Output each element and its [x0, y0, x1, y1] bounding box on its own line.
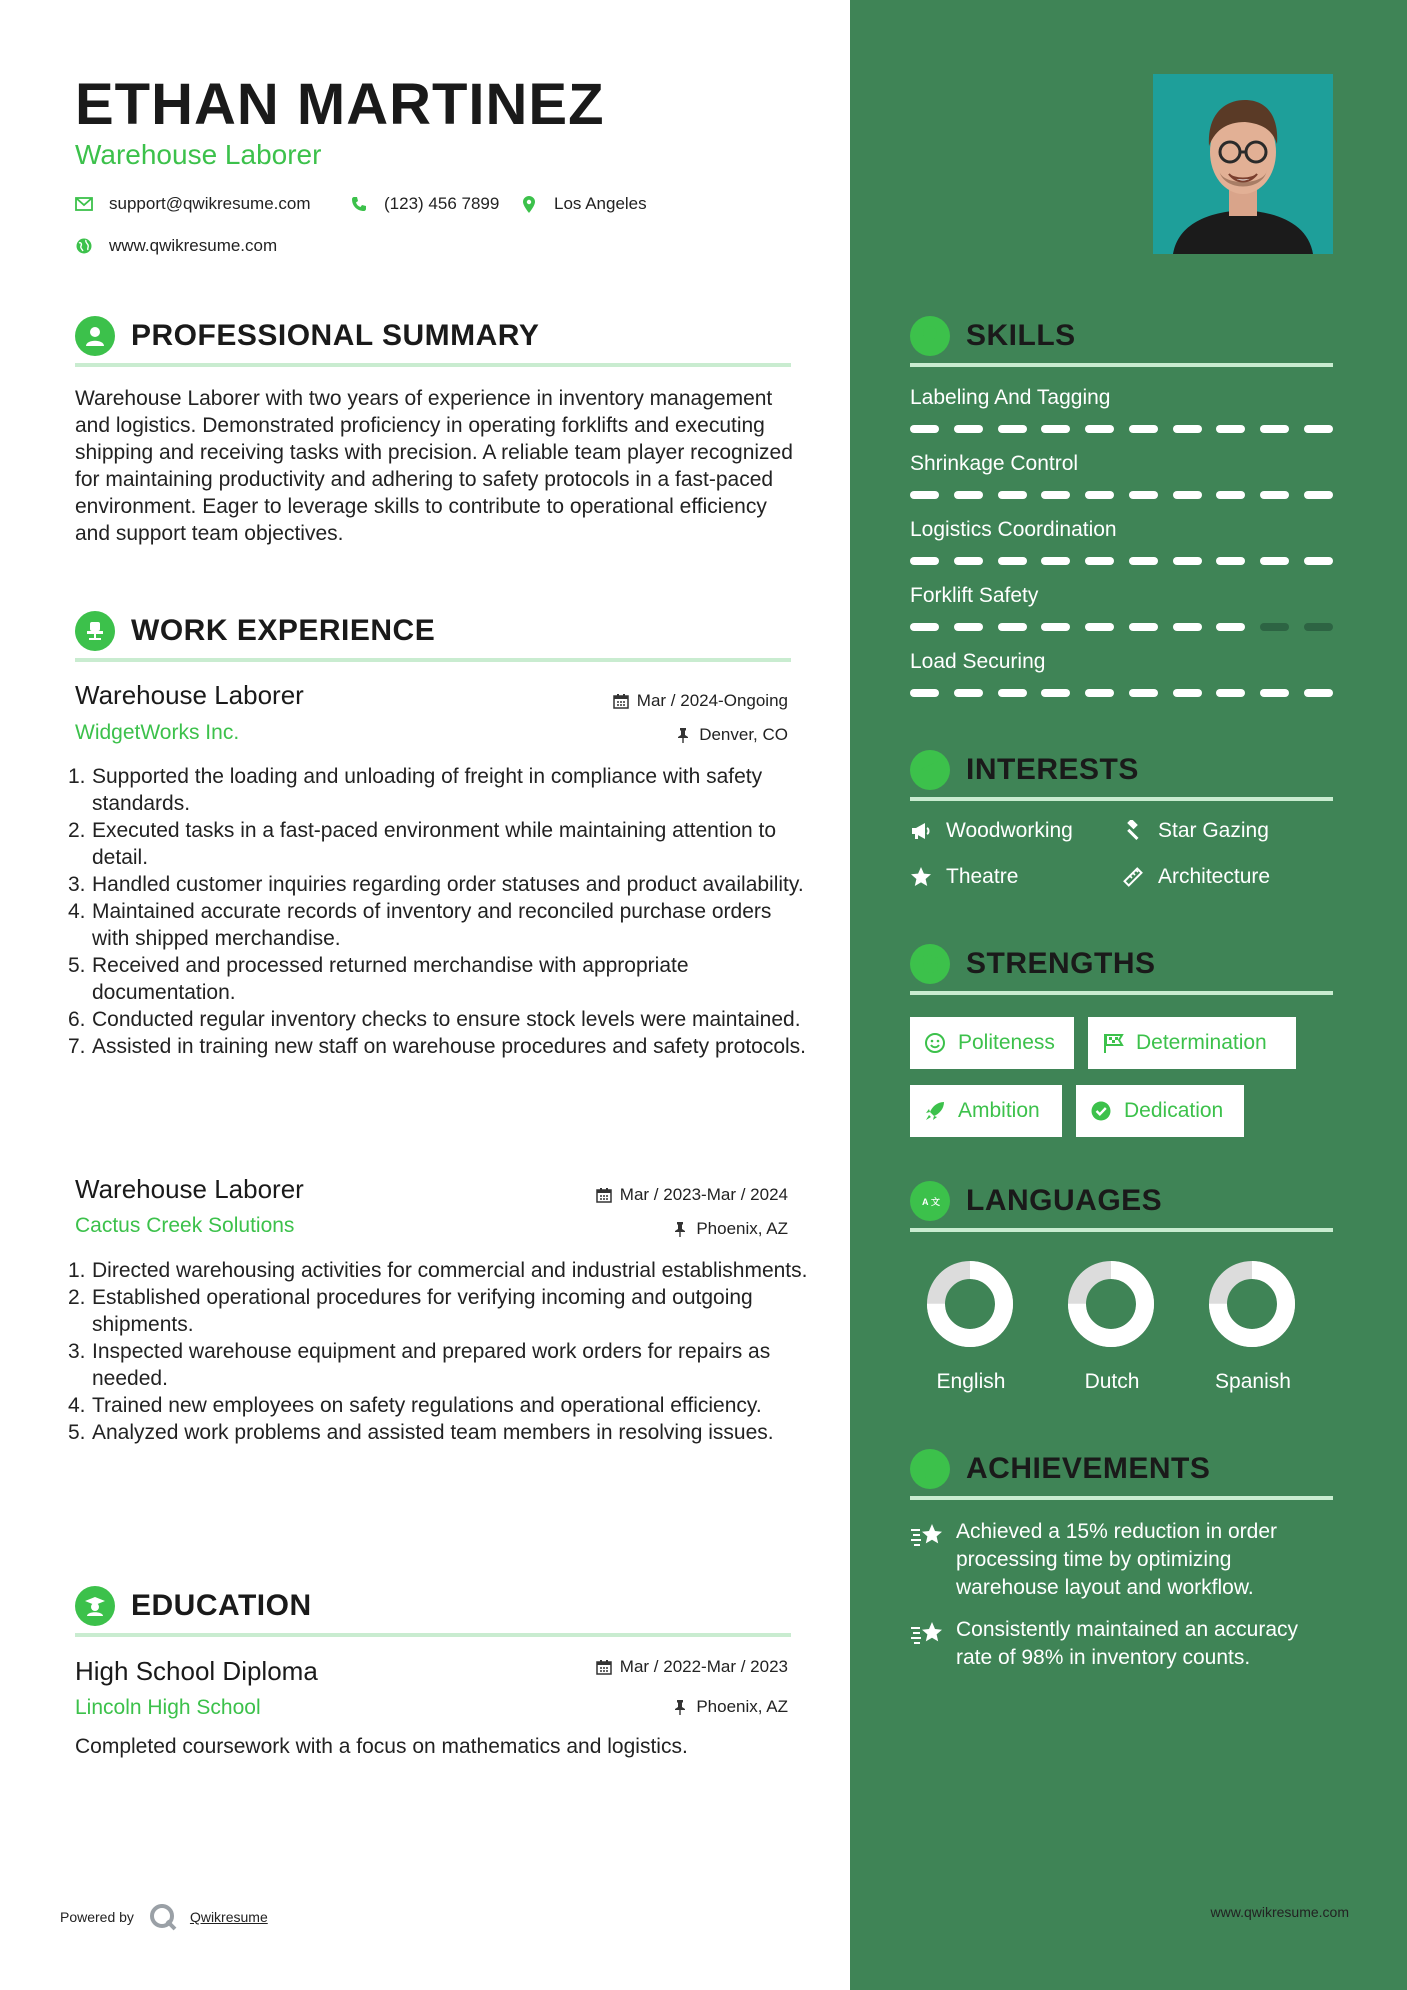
- skill-label: Forklift Safety: [910, 584, 1039, 607]
- skill-dash: [954, 689, 983, 697]
- skill-dash: [1041, 557, 1070, 565]
- languages-title: LANGUAGES: [966, 1184, 1163, 1217]
- skill-dash: [1260, 689, 1289, 697]
- shooting-star-icon: [910, 1518, 944, 1602]
- list-item: 4. Maintained accurate records of inventory and reconciled purchase orders with shipped merchandise.: [68, 900, 772, 950]
- skill-dash: [910, 689, 939, 697]
- location-contact: [520, 193, 647, 215]
- education-location: Phoenix, AZ: [672, 1696, 788, 1718]
- skill-dash: [1041, 623, 1070, 631]
- shooting-star-icon: [910, 1616, 944, 1672]
- website-text: www.qwikresume.com: [109, 236, 278, 255]
- skill-label: Shrinkage Control: [910, 452, 1079, 475]
- skill-dash: [998, 425, 1027, 433]
- skill-dash: [1304, 557, 1333, 565]
- interest-item: Architecture: [1122, 863, 1270, 891]
- list-item: 1. Supported the loading and unloading of freight in compliance with safety standards.: [68, 765, 763, 815]
- skill-dash: [1304, 623, 1333, 631]
- skill-dash: [1041, 689, 1070, 697]
- megaphone-icon: [910, 820, 932, 842]
- interest-item: Woodworking: [910, 817, 1073, 845]
- interest-item: Theatre: [910, 863, 1018, 891]
- skill-dash: [1041, 491, 1070, 499]
- svg-text:文: 文: [931, 1197, 941, 1207]
- language-donut: [910, 1260, 1030, 1348]
- strengths-title: STRENGTHS: [966, 947, 1156, 980]
- skill-dash: [954, 491, 983, 499]
- education-meta: [450, 1656, 790, 1716]
- job-company: Cactus Creek Solutions: [75, 1214, 295, 1237]
- skill-dash: [1173, 491, 1202, 499]
- calendar-icon: [613, 693, 629, 709]
- skill-dash: [954, 557, 983, 565]
- gavel-icon: [1122, 820, 1144, 842]
- skill-dash: [1129, 623, 1158, 631]
- skill-dash: [1260, 557, 1289, 565]
- experience-heading: [75, 611, 435, 651]
- sidebar: [850, 0, 1407, 1990]
- skill-label: Logistics Coordination: [910, 518, 1117, 541]
- experience-title: WORK EXPERIENCE: [131, 614, 436, 647]
- skill-dash: [1260, 425, 1289, 433]
- pin-icon: [672, 1221, 688, 1237]
- language-label: Dutch: [1084, 1370, 1140, 1393]
- skill-dash: [1216, 623, 1245, 631]
- flag-icon: [1102, 1032, 1124, 1054]
- job-company: WidgetWorks Inc.: [75, 721, 240, 744]
- job-meta: [450, 1184, 790, 1244]
- education-date: Mar / 2022-Mar / 2023: [596, 1656, 788, 1678]
- list-item: 3. Handled customer inquiries regarding order statuses and product availability.: [68, 873, 804, 896]
- footer-website[interactable]: www.qwikresume.com: [1210, 1904, 1349, 1920]
- education-divider: [75, 1633, 791, 1637]
- skill-dash: [1129, 425, 1158, 433]
- languages-heading: [910, 1181, 1162, 1221]
- skill-meter: [910, 623, 1333, 631]
- job-meta: [450, 690, 790, 750]
- pin-icon: [672, 1699, 688, 1715]
- list-item: 2. Executed tasks in a fast-paced environment while maintaining attention to detail.: [68, 819, 777, 869]
- interests-heading: [910, 750, 1139, 790]
- skill-meter: [910, 557, 1333, 565]
- language-label: English: [936, 1370, 1006, 1393]
- chair-icon: [75, 611, 115, 651]
- skills-heading: [910, 316, 1076, 356]
- paper-plane-icon: [910, 750, 950, 790]
- smile-icon: [924, 1032, 946, 1054]
- skill-dash: [1260, 623, 1289, 631]
- job-location: Denver, CO: [675, 724, 788, 746]
- summary-heading: [75, 316, 539, 356]
- powered-by: [60, 1902, 268, 1932]
- summary-text: Warehouse Laborer with two years of experience in inventory management and logistics. Demonstrated proficiency in operating forklifts and executing shipping and receiving tasks with precision. A reliable team player recognized for maintaining productivity and adhering to safety protocols in a fast-paced environment. Eager to leverage skills to contribute to operational efficiency and support team objectives.: [75, 387, 793, 545]
- list-item: 5. Received and processed returned merchandise with appropriate documentation.: [68, 954, 689, 1004]
- skill-dash: [998, 557, 1027, 565]
- strengths-divider: [910, 991, 1333, 995]
- graduate-icon: [75, 1586, 115, 1626]
- phone-text: (123) 456 7899: [384, 194, 500, 213]
- experience-divider: [75, 658, 791, 662]
- skill-dash: [998, 491, 1027, 499]
- list-item: 2. Established operational procedures for verifying incoming and outgoing shipments.: [68, 1286, 753, 1336]
- skill-dash: [910, 491, 939, 499]
- skill-dash: [1085, 557, 1114, 565]
- job-responsibilities: [68, 763, 808, 1060]
- achievements-heading: [910, 1449, 1210, 1489]
- svg-text:A: A: [922, 1197, 929, 1207]
- strength-chip: Determination: [1088, 1017, 1296, 1069]
- skill-dash: [1041, 425, 1070, 433]
- list-item: 3. Inspected warehouse equipment and prepared work orders for repairs as needed.: [68, 1340, 771, 1390]
- pin-icon: [675, 727, 691, 743]
- skill-dash: [910, 623, 939, 631]
- skill-dash: [1085, 623, 1114, 631]
- list-item: 4. Trained new employees on safety regulations and operational efficiency.: [68, 1394, 762, 1417]
- strength-chip: Ambition: [910, 1085, 1062, 1137]
- skill-dash: [1085, 689, 1114, 697]
- strength-chip: Politeness: [910, 1017, 1074, 1069]
- award-star-icon: [910, 1449, 950, 1489]
- skill-dash: [1216, 491, 1245, 499]
- job-title: Warehouse Laborer: [75, 1174, 304, 1204]
- calendar-icon: [596, 1659, 612, 1675]
- user-icon: [75, 316, 115, 356]
- calendar-icon: [596, 1187, 612, 1203]
- lightbulb-icon: [910, 316, 950, 356]
- skill-dash: [1304, 491, 1333, 499]
- globe-icon: [75, 237, 93, 255]
- job-date: Mar / 2024-Ongoing: [613, 690, 788, 712]
- summary-title: PROFESSIONAL SUMMARY: [131, 319, 540, 352]
- rocket-icon: [924, 1100, 946, 1122]
- list-item: 7. Assisted in training new staff on warehouse procedures and safety protocols.: [68, 1035, 807, 1058]
- language-donut: [1192, 1260, 1312, 1348]
- skills-title: SKILLS: [966, 319, 1076, 352]
- job-title: Warehouse Laborer: [75, 680, 304, 710]
- skill-label: Load Securing: [910, 650, 1046, 673]
- achievement-item: Consistently maintained an accuracy rate of 98% in inventory counts.: [910, 1616, 1330, 1672]
- skill-dash: [1216, 557, 1245, 565]
- qwikresume-logo-icon: [148, 1902, 178, 1932]
- skill-dash: [998, 623, 1027, 631]
- candidate-role: Warehouse Laborer: [75, 139, 322, 170]
- skill-dash: [1173, 557, 1202, 565]
- translate-icon: [910, 1181, 950, 1221]
- skill-dash: [1260, 491, 1289, 499]
- skill-dash: [998, 689, 1027, 697]
- strength-chip: Dedication: [1076, 1085, 1244, 1137]
- skill-dash: [1304, 425, 1333, 433]
- qwikresume-link[interactable]: Qwikresume: [189, 1909, 268, 1925]
- summary-divider: [75, 363, 791, 367]
- star-icon: [910, 866, 932, 888]
- skill-dash: [1173, 689, 1202, 697]
- strengths-heading: [910, 944, 1156, 984]
- list-item: 1. Directed warehousing activities for commercial and industrial establishments.: [68, 1259, 808, 1282]
- skill-dash: [910, 425, 939, 433]
- ruler-pencil-icon: [1122, 866, 1144, 888]
- fist-icon: [910, 944, 950, 984]
- envelope-icon: [75, 195, 93, 213]
- phone-contact[interactable]: [350, 193, 499, 215]
- languages-divider: [910, 1228, 1333, 1232]
- language-donut: [1051, 1260, 1171, 1348]
- location-text: Los Angeles: [554, 194, 647, 213]
- list-item: 6. Conducted regular inventory checks to ensure stock levels were maintained.: [68, 1008, 801, 1031]
- skill-dash: [1085, 491, 1114, 499]
- skill-dash: [1216, 425, 1245, 433]
- map-pin-icon: [520, 195, 538, 213]
- education-title: EDUCATION: [131, 1589, 312, 1622]
- phone-icon: [350, 195, 368, 213]
- skill-meter: [910, 689, 1333, 697]
- skill-meter: [910, 491, 1333, 499]
- language-label: Spanish: [1215, 1370, 1291, 1393]
- skill-label: Labeling And Tagging: [910, 386, 1111, 409]
- skill-dash: [1173, 425, 1202, 433]
- skill-dash: [910, 557, 939, 565]
- interests-title: INTERESTS: [966, 753, 1139, 786]
- skill-dash: [1304, 689, 1333, 697]
- skill-dash: [1129, 689, 1158, 697]
- school-name: Lincoln High School: [75, 1696, 261, 1719]
- job-date: Mar / 2023-Mar / 2024: [596, 1184, 788, 1206]
- skill-dash: [1173, 623, 1202, 631]
- powered-by-label: Powered by: [60, 1909, 134, 1925]
- profile-photo: [1153, 74, 1333, 254]
- candidate-name: ETHAN MARTINEZ: [75, 72, 605, 137]
- skill-dash: [954, 623, 983, 631]
- education-heading: [75, 1586, 312, 1626]
- skills-divider: [910, 363, 1333, 367]
- education-text: Completed coursework with a focus on mathematics and logistics.: [75, 1735, 688, 1758]
- skill-dash: [954, 425, 983, 433]
- interests-divider: [910, 797, 1333, 801]
- email-contact[interactable]: [75, 193, 311, 215]
- list-item: 5. Analyzed work problems and assisted team members in resolving issues.: [68, 1421, 774, 1444]
- interest-item: Star Gazing: [1122, 817, 1269, 845]
- check-circle-icon: [1090, 1100, 1112, 1122]
- job-location: Phoenix, AZ: [672, 1218, 788, 1240]
- degree-title: High School Diploma: [75, 1656, 318, 1686]
- skill-dash: [1129, 491, 1158, 499]
- achievements-title: ACHIEVEMENTS: [966, 1452, 1211, 1485]
- job-responsibilities: [68, 1257, 808, 1446]
- skill-meter: [910, 425, 1333, 433]
- skill-dash: [1129, 557, 1158, 565]
- skill-dash: [1085, 425, 1114, 433]
- achievement-item: Achieved a 15% reduction in order processing time by optimizing warehouse layout and workflow.: [910, 1518, 1330, 1602]
- email-text: support@qwikresume.com: [109, 194, 311, 213]
- achievements-divider: [910, 1496, 1333, 1500]
- website-contact[interactable]: [75, 235, 277, 257]
- skill-dash: [1216, 689, 1245, 697]
